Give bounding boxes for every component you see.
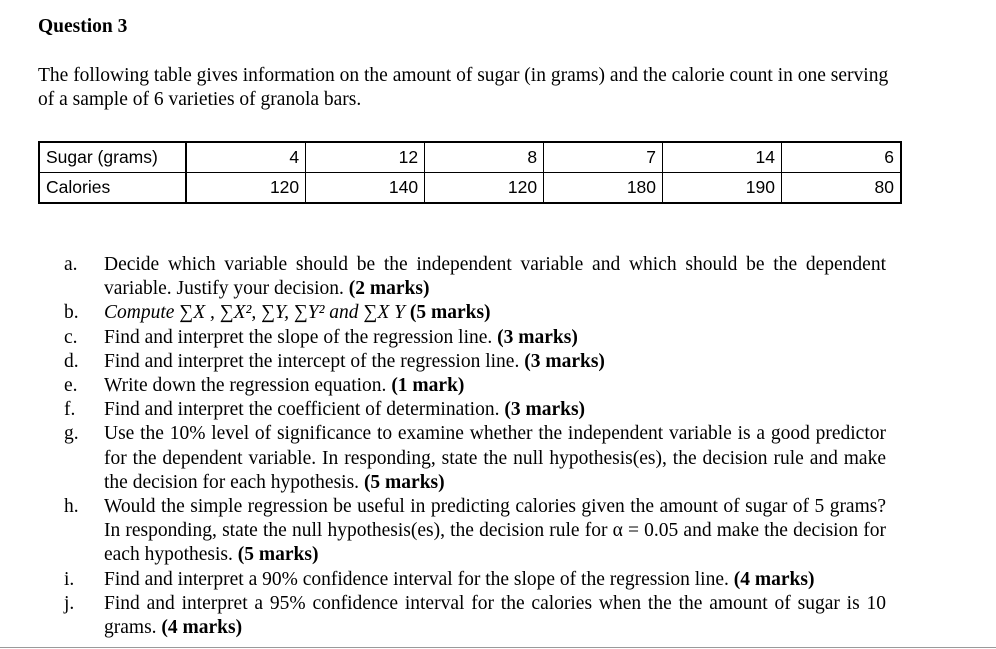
item-marker: f. bbox=[64, 399, 76, 421]
item-marker: e. bbox=[64, 375, 78, 397]
item-marks: (3 marks) bbox=[497, 326, 578, 348]
item-marker: a. bbox=[64, 254, 78, 275]
list-item bbox=[64, 495, 886, 568]
table-cell: 120 bbox=[186, 173, 305, 204]
list-item bbox=[64, 253, 886, 301]
intro-paragraph: The following table gives information on the amount of sugar (in grams) and the calorie count in one serving of a sample of 6 varieties of granola bars. bbox=[38, 65, 889, 110]
item-text: Use the 10% level of significance to examine whether the independent variable is a good predictor for the dependent variable. In responding, state the null hypothesis(es), the decision rule and make the decision for each hypothesis. bbox=[104, 423, 886, 493]
item-marks: (2 marks) bbox=[348, 278, 430, 300]
table-row-sugar bbox=[39, 142, 901, 173]
item-text: Find and interpret the coefficient of determination. bbox=[104, 399, 500, 421]
question-list bbox=[64, 253, 886, 640]
item-text: Find and interpret the slope of the regression line. bbox=[104, 326, 493, 348]
item-marker: i. bbox=[64, 568, 75, 590]
table-cell: 4 bbox=[186, 142, 305, 173]
item-text: Find and interpret a 90% confidence interval for the slope of the regression line. bbox=[104, 568, 729, 590]
item-marker: g. bbox=[64, 423, 79, 445]
item-text: Compute ∑X , ∑X², ∑Y, ∑Y² and ∑X Y bbox=[104, 302, 405, 324]
item-marks: (5 marks) bbox=[237, 544, 319, 566]
item-text: Would the simple regression be useful in predicting calories given the amount of sugar of 5 grams? In responding, state the null hypothesis(es), the decision rule for α = 0.05 and make the decision for each hypothesis. bbox=[104, 496, 886, 566]
table-cell: 180 bbox=[544, 173, 663, 204]
item-marker: d. bbox=[64, 350, 79, 372]
list-item bbox=[64, 398, 886, 422]
list-item bbox=[64, 301, 886, 325]
item-marker: j. bbox=[64, 592, 75, 614]
item-marks: (4 marks) bbox=[161, 617, 243, 639]
table-cell: 190 bbox=[663, 173, 782, 204]
list-item bbox=[64, 592, 886, 640]
list-item bbox=[64, 422, 886, 495]
item-marker: h. bbox=[64, 496, 79, 518]
list-item bbox=[64, 374, 886, 398]
item-marks: (3 marks) bbox=[504, 399, 586, 421]
list-item bbox=[64, 326, 886, 350]
item-marker: c. bbox=[64, 326, 78, 348]
table-cell: 14 bbox=[663, 142, 782, 173]
list-item bbox=[64, 350, 886, 374]
table-cell: 12 bbox=[306, 142, 425, 173]
question-title: Question 3 bbox=[38, 16, 128, 37]
data-table bbox=[38, 141, 902, 204]
table-cell: 120 bbox=[425, 173, 544, 204]
item-text: Decide which variable should be the independent variable and which should be the dependent variable. Justify your decision. bbox=[104, 254, 886, 300]
item-text: Find and interpret the intercept of the regression line. bbox=[104, 350, 520, 372]
row-label: Sugar (grams) bbox=[39, 142, 186, 173]
item-text: Find and interpret a 95% confidence interval for the calories when the the amount of sugar is 10 grams. bbox=[104, 592, 886, 639]
item-marks: (3 marks) bbox=[524, 350, 605, 372]
item-marks: (5 marks) bbox=[363, 471, 445, 493]
list-item bbox=[64, 568, 886, 592]
table-cell: 7 bbox=[544, 142, 663, 173]
item-marks: (5 marks) bbox=[409, 302, 491, 324]
bottom-divider bbox=[0, 647, 996, 648]
item-marks: (1 mark) bbox=[391, 375, 465, 397]
item-text: Write down the regression equation. bbox=[104, 375, 387, 397]
row-label: Calories bbox=[39, 173, 186, 204]
table-cell: 6 bbox=[781, 142, 901, 173]
table-cell: 140 bbox=[306, 173, 425, 204]
item-marks: (4 marks) bbox=[733, 568, 815, 590]
table-row-calories bbox=[39, 173, 901, 204]
table-cell: 80 bbox=[781, 173, 901, 204]
item-marker: b. bbox=[64, 302, 79, 324]
table-cell: 8 bbox=[425, 142, 544, 173]
